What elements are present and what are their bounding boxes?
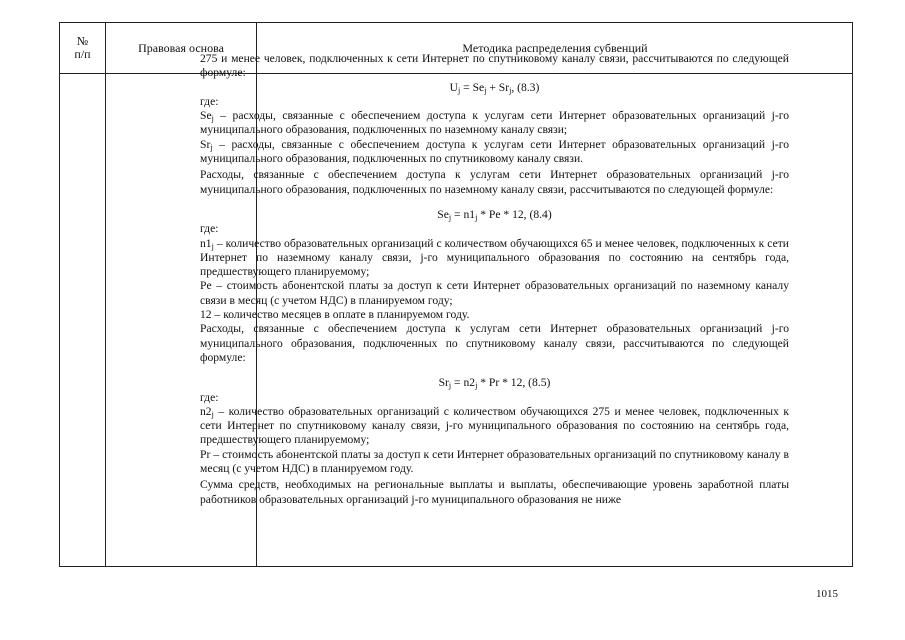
paragraph: 275 и менее человек, подключенных к сети Интернет по спутниковому каналу связи, рассчитываются по следующей формуле: bbox=[200, 52, 789, 80]
methodology-text bbox=[200, 52, 789, 507]
definition-sr: $Sr_j$ – расходы, связанные с обеспечением доступа к услугам сети Интернет образовательных организаций j-го муниципального образования, подключенных по спутниковому каналу связи. bbox=[200, 137, 789, 166]
definition-se: $Se_j$ – расходы, связанные с обеспечением доступа к услугам сети Интернет образовательных организаций j-го муниципального образования, подключенных по наземному каналу связи; bbox=[200, 109, 789, 137]
header-number-symbol: № bbox=[76, 34, 89, 48]
header-number-column bbox=[60, 23, 105, 73]
paragraph: Расходы, связанные с обеспечением доступа к услугам сети Интернет образовательных организаций j-го муниципального образования, подключенных по наземному каналу связи, рассчитываются по следующей формуле: bbox=[200, 168, 789, 196]
column-divider bbox=[105, 23, 106, 566]
definition-months: 12 – количество месяцев в оплате в планируемом году. bbox=[200, 308, 470, 322]
header-number-abbr: п/п bbox=[74, 47, 91, 61]
definition-pr: Pr – стоимость абонентской платы за доступ к сети Интернет образовательных организаций по спутниковому каналу в месяц (с учетом НДС) в планируемом году. bbox=[200, 447, 789, 476]
page-number: 1015 bbox=[816, 588, 838, 600]
paragraph: Расходы, связанные с обеспечением доступа к услугам сети Интернет образовательных организаций j-го муниципального образования, подключенных по спутниковому каналу связи, рассчитываются по следующей формуле: bbox=[200, 322, 789, 364]
where-label: где: bbox=[200, 222, 219, 236]
formula-8-3: $U_j = Se_j + Sr_j$, (8.3) bbox=[449, 80, 540, 95]
formula-8-4: $Se_j = n1_j * Pe * 12$, (8.4) bbox=[437, 207, 552, 222]
definition-n1: $n1_j$ – количество образовательных организаций с количеством обучающихся 65 и менее человек, подключенных к сети Интернет по наземному каналу связи, j-го муниципального образования по состоянию на сентябрь года, предшествующего планируемому; bbox=[200, 236, 789, 279]
definition-pe: Pe – стоимость абонентской платы за доступ к сети Интернет образовательных организаций по наземному каналу связи в месяц (с учетом НДС) в планируемом году; bbox=[200, 279, 789, 307]
definition-n2: $n2_j$ – количество образовательных организаций с количеством обучающихся 275 и менее человек, подключенных к сети Интернет по спутниковому каналу связи, j-го муниципального образования по состоянию на сентябрь года, предшествующего планируемому; bbox=[200, 404, 789, 447]
paragraph: Сумма средств, необходимых на региональные выплаты и выплаты, обеспечивающие уровень заработной платы работников образовательных организаций j-го муниципального образования не ниже bbox=[200, 478, 789, 506]
where-label: где: bbox=[200, 390, 219, 404]
header-methodology: Методика распределения субвенций bbox=[462, 40, 648, 55]
where-label: где: bbox=[200, 94, 219, 108]
formula-8-5: $Sr_j = n2_j * Pr * 12$, (8.5) bbox=[438, 376, 551, 391]
header-legal-basis: Правовая основа bbox=[138, 40, 224, 55]
